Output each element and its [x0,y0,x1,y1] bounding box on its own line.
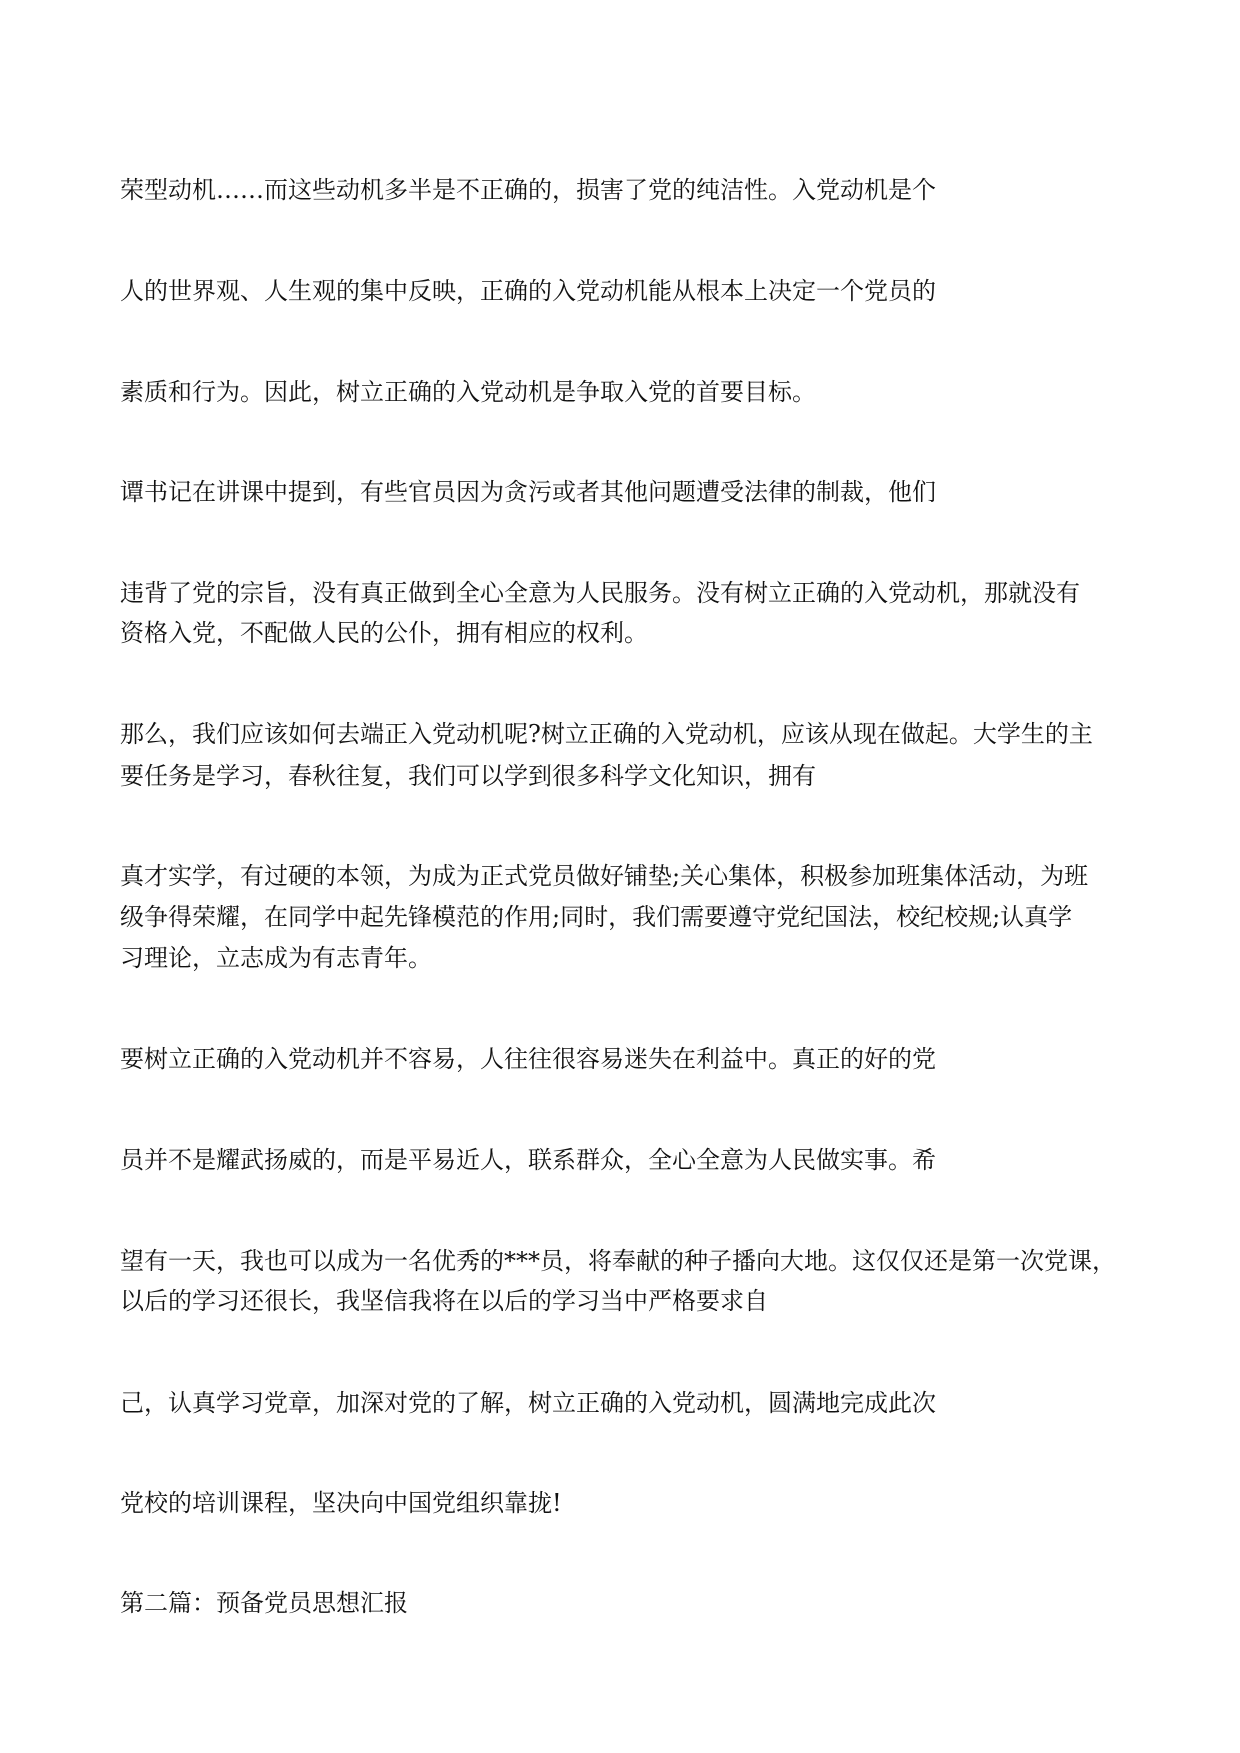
text-line: 真才实学，有过硬的本领，为成为正式党员做好铺垫;关心集体，积极参加班集体活动，为班 [120,862,1089,890]
text-line: 己，认真学习党章，加深对党的了解，树立正确的入党动机，圆满地完成此次 [120,1389,936,1417]
text-line: 荣型动机……而这些动机多半是不正确的，损害了党的纯洁性。入党动机是个 [120,176,936,204]
text-line: 望有一天，我也可以成为一名优秀的***员，将奉献的种子播向大地。这仅仅还是第一次党课， [120,1247,1116,1275]
text-line: 资格入党，不配做人民的公仆，拥有相应的权利。 [120,619,648,647]
text-line: 那么，我们应该如何去端正入党动机呢?树立正确的入党动机，应该从现在做起。大学生的主 [120,720,1093,748]
text-line: 谭书记在讲课中提到，有些官员因为贪污或者其他问题遭受法律的制裁，他们 [120,478,936,506]
text-line: 级争得荣耀，在同学中起先锋模范的作用;同时，我们需要遵守党纪国法，校纪校规;认真学 [120,903,1073,931]
text-line: 以后的学习还很长，我坚信我将在以后的学习当中严格要求自 [120,1287,768,1315]
section-heading: 第二篇：预备党员思想汇报 [120,1589,408,1617]
text-line: 要任务是学习，春秋往复，我们可以学到很多科学文化知识，拥有 [120,762,816,790]
text-line: 违背了党的宗旨，没有真正做到全心全意为人民服务。没有树立正确的入党动机，那就没有 [120,579,1080,607]
text-line: 人的世界观、人生观的集中反映，正确的入党动机能从根本上决定一个党员的 [120,277,936,305]
text-line: 党校的培训课程，坚决向中国党组织靠拢! [120,1489,562,1517]
text-line: 要树立正确的入党动机并不容易，人往往很容易迷失在利益中。真正的好的党 [120,1045,936,1073]
text-line: 习理论，立志成为有志青年。 [120,944,432,972]
text-line: 素质和行为。因此，树立正确的入党动机是争取入党的首要目标。 [120,378,816,406]
text-line: 员并不是耀武扬威的，而是平易近人，联系群众，全心全意为人民做实事。希 [120,1146,936,1174]
